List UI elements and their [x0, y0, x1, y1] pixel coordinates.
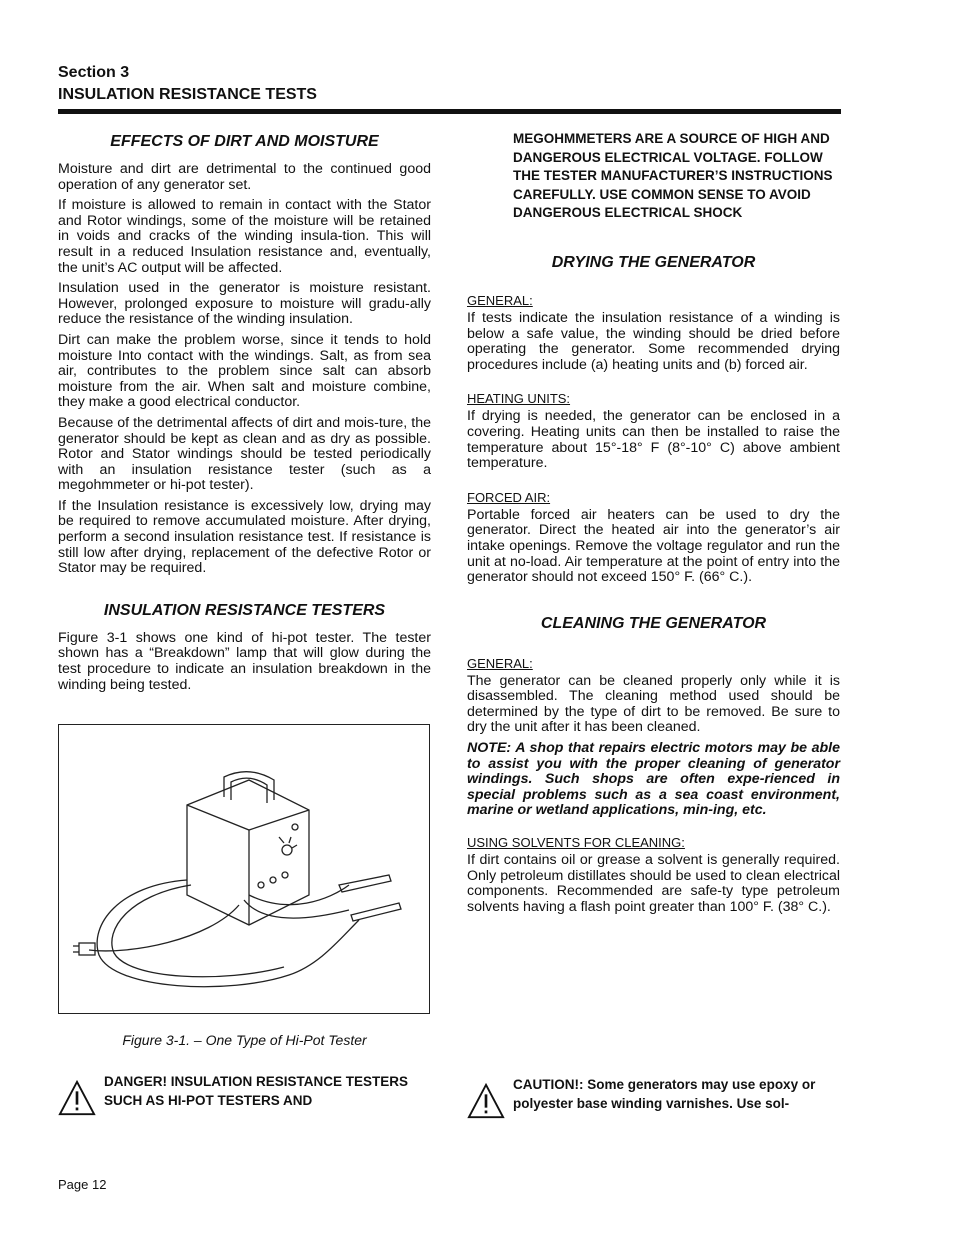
warning-triangle-icon — [467, 1082, 505, 1120]
hi-pot-tester-illustration — [59, 725, 429, 1013]
drying-heading: DRYING THE GENERATOR — [551, 253, 756, 271]
danger-warning — [58, 1073, 431, 1117]
left-column — [58, 122, 431, 698]
warning-triangle-icon — [58, 1079, 96, 1117]
forced-air-text: Portable forced air heaters can be used to dry the generator. Direct the heated air into the generator’s air intake openings. Remove the voltage regulator and run the unit at no-load. Air temperature at the point of entry into the generator should not exceed 150° F. (66° C.). — [467, 506, 840, 586]
effects-paragraph: Moisture and dirt are detrimental to the continued good operation of any generator set. — [58, 161, 431, 193]
header-rule — [58, 109, 841, 114]
forced-air-label: FORCED AIR: — [467, 489, 551, 505]
page-header — [58, 62, 841, 106]
section-number: Section 3 — [58, 64, 130, 81]
testers-paragraph: Figure 3-1 shows one kind of hi-pot tester. The tester shown has a “Breakdown” lamp that will glow during the test procedure to indicate an insulation breakdown in the winding being tested. — [58, 629, 431, 693]
figure-caption: Figure 3-1. – One Type of Hi-Pot Tester — [122, 1032, 367, 1048]
drying-general-label: GENERAL: — [467, 292, 533, 308]
heating-units-text: If drying is needed, the generator can be enclosed in a covering. Heating units can then be installed to raise the temperature about 15°-18° F (8°-10° C) above ambient temperature. — [467, 408, 840, 472]
testers-heading: INSULATION RESISTANCE TESTERS — [103, 601, 386, 619]
cleaning-general-label: GENERAL: — [467, 655, 533, 671]
heating-units-label: HEATING UNITS: — [467, 391, 571, 407]
cleaning-general-text: The generator can be cleaned properly only while it is disassembled. The cleaning method used should be determined by the type of dirt to be removed. Be sure to dry the unit after it has been cleaned. — [467, 672, 840, 736]
effects-paragraph: Insulation used in the generator is moisture resistant. However, prolonged exposure to moisture will gradu-ally reduce the resistance of the winding insulation. — [58, 280, 431, 328]
caution-text: CAUTION!: Some generators may use epoxy or polyester base winding varnishes. Use sol- — [513, 1077, 816, 1111]
caution-warning — [467, 1076, 840, 1120]
solvents-label: USING SOLVENTS FOR CLEANING: — [467, 835, 685, 851]
hi-pot-tester-figure — [58, 724, 430, 1014]
cleaning-heading: CLEANING THE GENERATOR — [540, 614, 767, 632]
effects-heading: EFFECTS OF DIRT AND MOISTURE — [110, 133, 379, 150]
warning-continuation: MEGOHMMETERS ARE A SOURCE OF HIGH AND DANGEROUS ELECTRICAL VOLTAGE. FOLLOW THE TESTER MANUFACTURER’S INSTRUCTIONS CAREFULLY. USE COMMON SENSE TO AVOID DANGEROUS ELECTRICAL SHOCK — [513, 131, 833, 221]
danger-text: DANGER! INSULATION RESISTANCE TESTERS SUCH AS HI-POT TESTERS AND — [104, 1074, 409, 1108]
drying-general-text: If tests indicate the insulation resistance of a winding is below a safe value, the winding should be dried before operating the generator. Some recommended drying procedures include (a) heating units and (b) forced air. — [467, 309, 840, 373]
effects-paragraph: If the Insulation resistance is excessively low, drying may be required to remove accumulated moisture. After drying, perform a second insulation resistance test. If resistance is still low after drying, replacement of the defective Rotor or Stator may be required. — [58, 497, 431, 577]
effects-paragraph: Dirt can make the problem worse, since it tends to hold moisture Into contact with the windings. Salt, as from sea air, contributes to the problem since salt can absorb moisture from the air. When salt and moisture combine, they make a good electrical conductor. — [58, 331, 431, 411]
right-column — [467, 122, 840, 920]
section-title: INSULATION RESISTANCE TESTS — [58, 86, 317, 103]
cleaning-note: NOTE: A shop that repairs electric motors may be able to assist you with the proper cleaning of generator windings. Such shops are often expe-rienced in special problems such as a sea coast environment, marine or wetland applications, min-ing, etc. — [467, 740, 840, 819]
effects-paragraph: Because of the detrimental affects of dirt and mois-ture, the generator should be kept as clean and as dry as possible. Rotor and Stator windings should be tested periodically with an insulation resistance tester (such as a megohmmeter or hi-pot tester). — [58, 414, 431, 494]
effects-paragraph: If moisture is allowed to remain in contact with the Stator and Rotor windings, some of the moisture will be retained in voids and cracks of the winding insula-tion. This will result in a reduced Insulation resistance and, eventually, the unit’s AC output will be affected. — [58, 197, 431, 276]
solvents-text: If dirt contains oil or grease a solvent is generally required. Only petroleum distillates should be used to clean electrical components. Recommended are safe-ty type petroleum solvents having a flash point greater than 100° F. (38° C.). — [467, 852, 840, 915]
page-number: Page 12 — [58, 1177, 107, 1192]
